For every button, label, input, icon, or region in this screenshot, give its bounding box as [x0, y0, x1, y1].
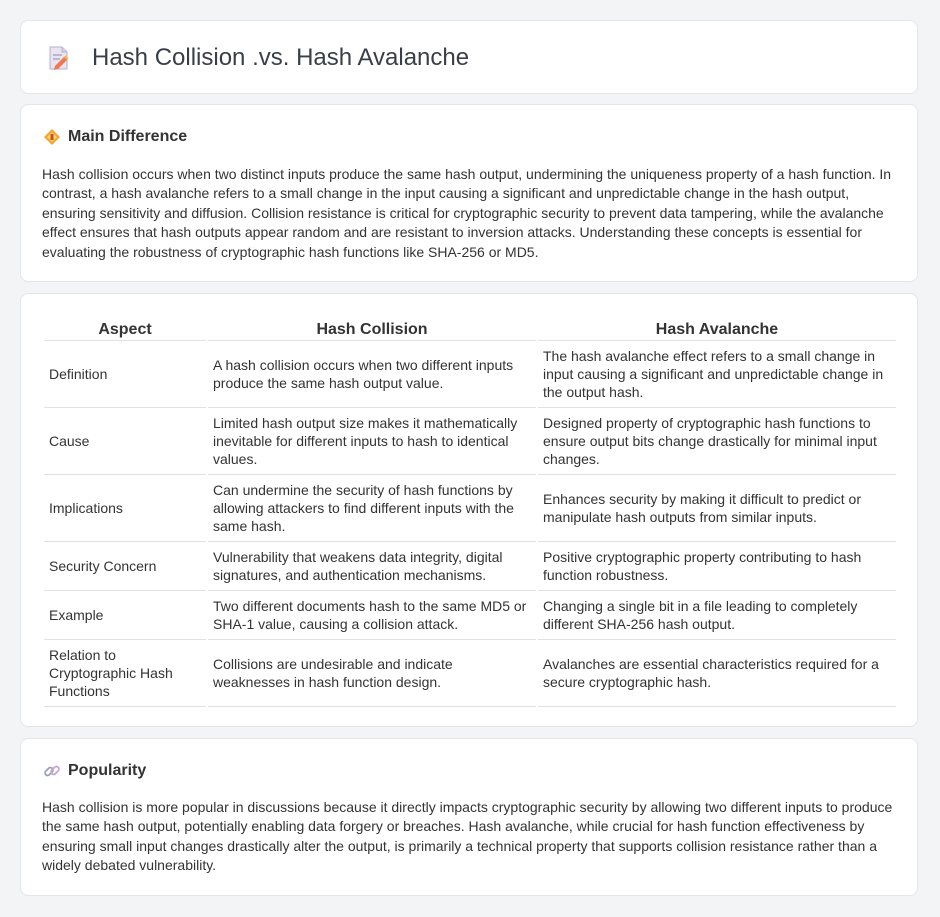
link-icon [43, 762, 61, 780]
diamond-sign-icon [43, 128, 61, 146]
main-difference-text: Hash collision occurs when two distinct inputs produce the same hash output, undermining the uniqueness property of a hash function. In contrast, a hash avalanche refers to a small change in the input causing a significant and unpredictable change in the hash output, ensuring sensitivity and diffusion. Collision resistance is critical for cryptographic security to prevent data tampering, while the avalanche effect ensures that hash outputs appear random and are resistant to inversion attacks. Understanding these concepts is essential for evaluating the robustness of cryptographic hash functions like SHA-256 or MD5. [42, 166, 892, 260]
popularity-header [43, 761, 146, 781]
popularity-heading: Popularity [68, 762, 147, 779]
table-row [44, 408, 896, 475]
aspect-cell: Definition [44, 341, 206, 408]
page-title: Hash Collision .vs. Hash Avalanche [92, 44, 470, 71]
aspect-cell: Example [44, 591, 206, 640]
table-row [44, 542, 896, 591]
document-pencil-icon [47, 45, 71, 71]
avalanche-cell: Avalanches are essential characteristics required for a secure cryptographic hash. [538, 640, 896, 707]
main-difference-card [20, 104, 918, 282]
column-header-hash-avalanche: Hash Avalanche [538, 314, 896, 341]
comparison-card [20, 293, 918, 727]
aspect-cell: Security Concern [44, 542, 206, 591]
main-difference-header [43, 127, 187, 147]
avalanche-cell: Designed property of cryptographic hash functions to ensure output bits change drastically for minimal input changes. [538, 408, 896, 475]
avalanche-cell: Enhances security by making it difficult to predict or manipulate hash outputs from similar inputs. [538, 475, 896, 542]
table-header-row [44, 314, 896, 341]
collision-cell: Limited hash output size makes it mathematically inevitable for different inputs to hash to identical values. [208, 408, 536, 475]
avalanche-cell: The hash avalanche effect refers to a small change in input causing a significant and unpredictable change in the output hash. [538, 341, 896, 408]
comparison-table [42, 314, 898, 707]
table-row [44, 591, 896, 640]
aspect-cell: Implications [44, 475, 206, 542]
main-difference-heading: Main Difference [68, 128, 188, 145]
column-header-aspect: Aspect [44, 314, 206, 341]
column-header-hash-collision: Hash Collision [208, 314, 536, 341]
collision-cell: Two different documents hash to the same MD5 or SHA-1 value, causing a collision attack. [208, 591, 536, 640]
collision-cell: Collisions are undesirable and indicate weaknesses in hash function design. [208, 640, 536, 707]
collision-cell: A hash collision occurs when two different inputs produce the same hash output value. [208, 341, 536, 408]
table-row [44, 640, 896, 707]
popularity-card [20, 738, 918, 896]
header-card [20, 20, 918, 94]
popularity-text: Hash collision is more popular in discussions because it directly impacts cryptographic security by allowing two different inputs to produce the same hash output, potentially enabling data forgery or breaches. Hash avalanche, while crucial for hash function effectiveness by ensuring small input changes drastically alter the output, is primarily a technical property that supports collision resistance rather than a widely debated vulnerability. [42, 799, 893, 874]
avalanche-cell: Changing a single bit in a file leading to completely different SHA-256 hash output. [538, 591, 896, 640]
table-row [44, 341, 896, 408]
avalanche-cell: Positive cryptographic property contributing to hash function robustness. [538, 542, 896, 591]
collision-cell: Vulnerability that weakens data integrity, digital signatures, and authentication mechanisms. [208, 542, 536, 591]
table-row [44, 475, 896, 542]
collision-cell: Can undermine the security of hash functions by allowing attackers to find different inputs with the same hash. [208, 475, 536, 542]
aspect-cell: Cause [44, 408, 206, 475]
aspect-cell: Relation to Cryptographic Hash Functions [44, 640, 206, 707]
